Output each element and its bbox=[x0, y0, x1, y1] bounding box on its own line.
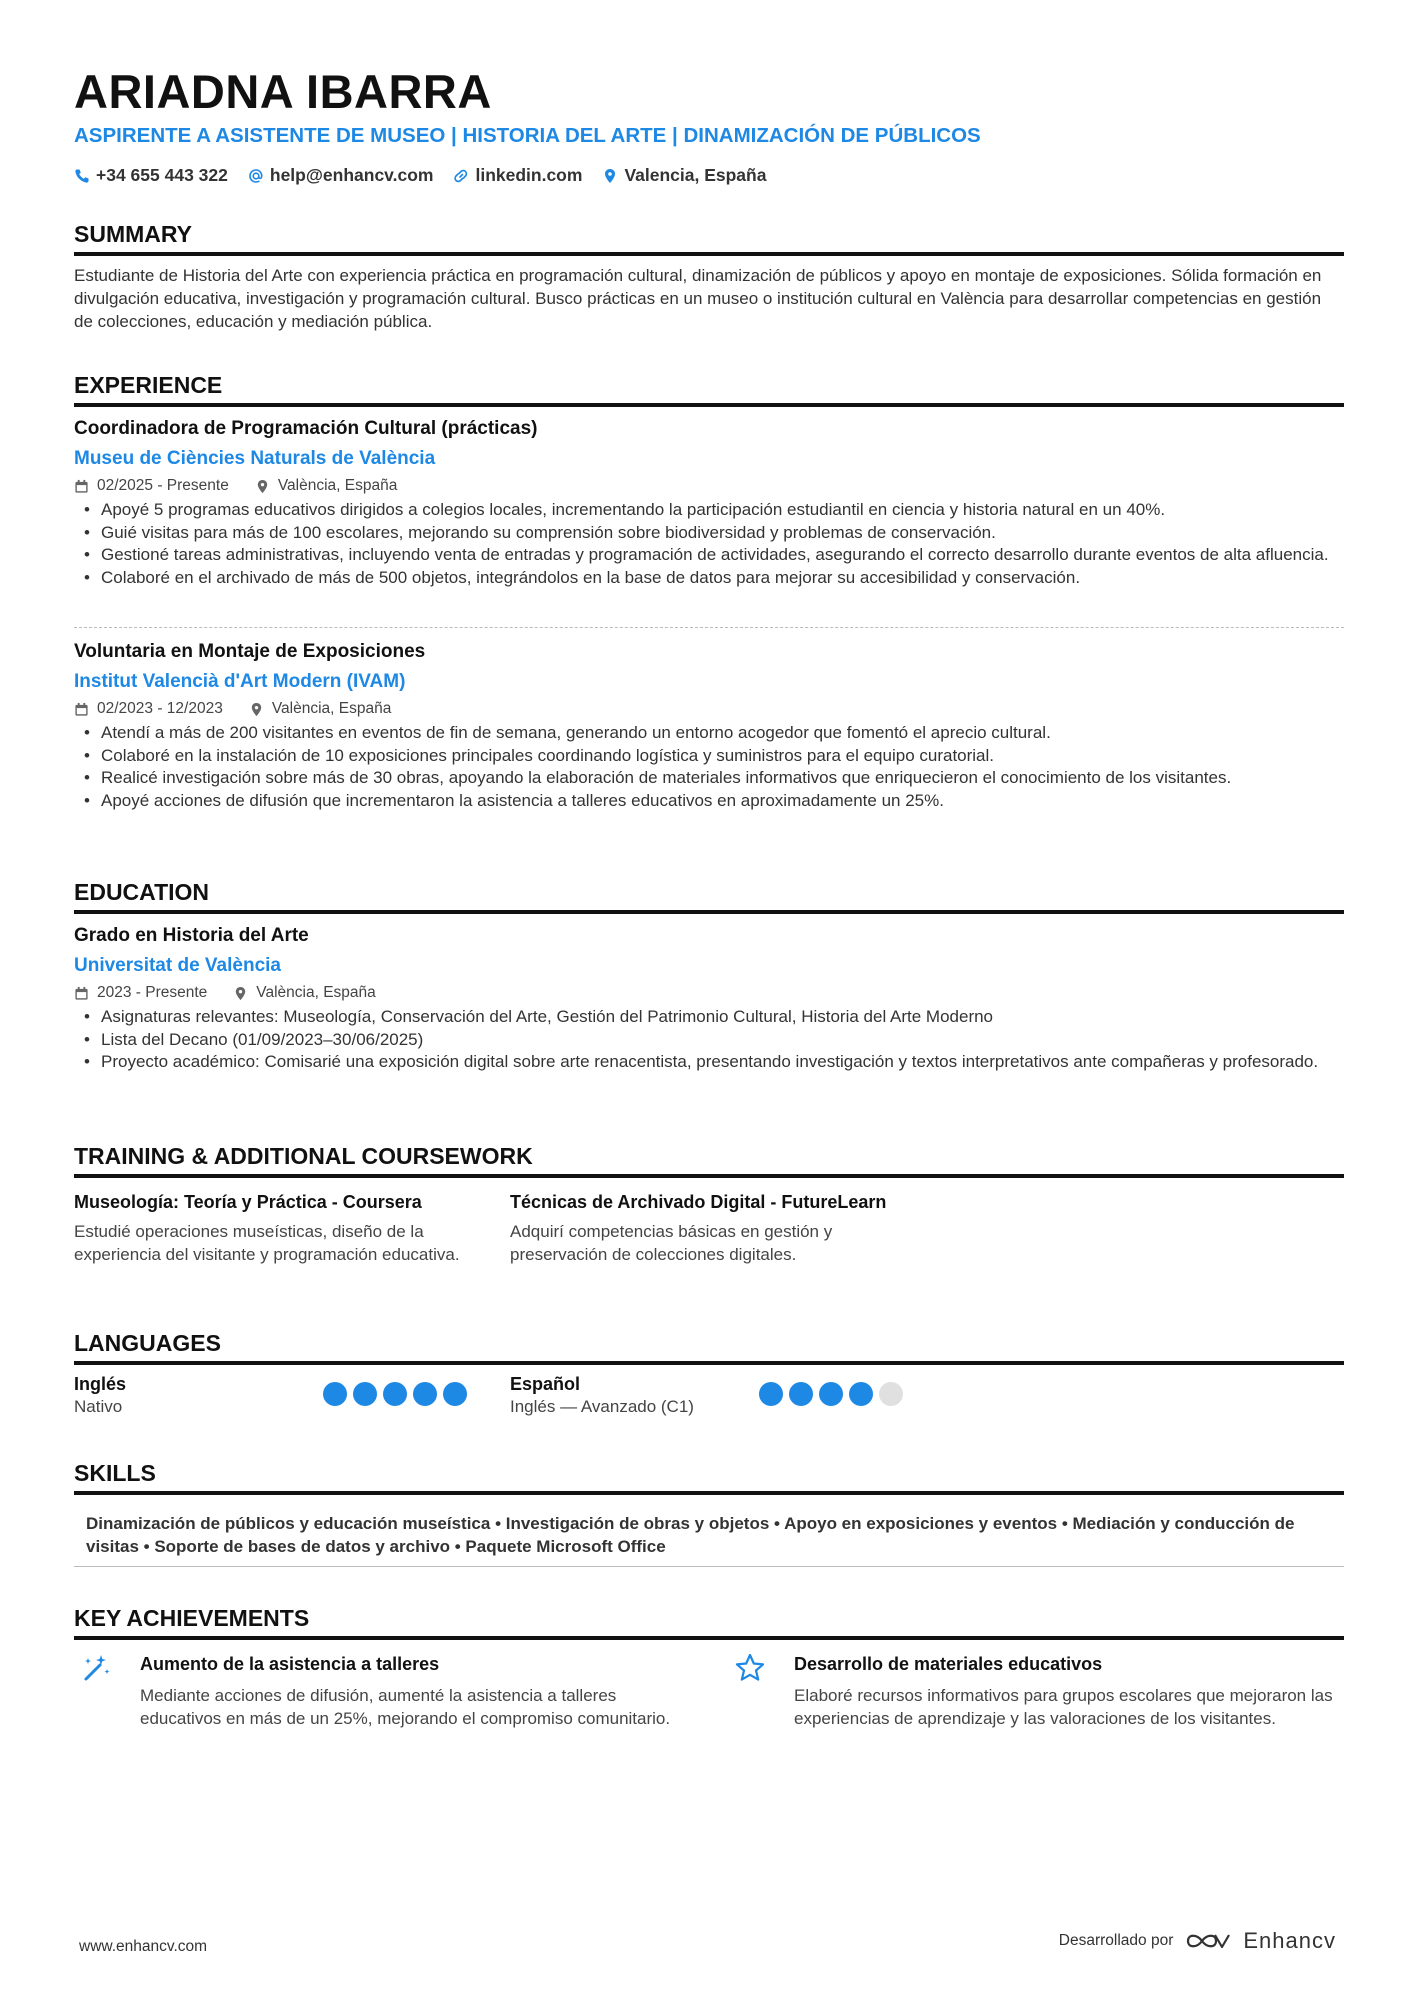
job-meta bbox=[74, 477, 1344, 495]
achievement-title: Aumento de la asistencia a talleres bbox=[140, 1654, 440, 1674]
rating-dot-filled bbox=[759, 1382, 783, 1406]
achievement-text: Mediante acciones de difusión, aumenté la asistencia a talleres educativos en más de un 25%, mejorando el compromiso comunitario. bbox=[140, 1686, 671, 1728]
job-title: Coordinadora de Programación Cultural (prácticas) bbox=[74, 418, 538, 439]
calendar-icon bbox=[74, 702, 89, 717]
language-rating bbox=[759, 1382, 903, 1406]
rating-dot-filled bbox=[413, 1382, 437, 1406]
phone-text: +34 655 443 322 bbox=[96, 165, 228, 185]
education-location-text: València, España bbox=[256, 984, 376, 1001]
enhancv-brand[interactable]: Enhancv bbox=[1243, 1928, 1336, 1953]
course-description: Estudié operaciones museísticas, diseño de la experiencia del visitante y programación educativa. bbox=[74, 1222, 460, 1264]
course-item bbox=[510, 1190, 910, 1266]
language-item bbox=[74, 1374, 494, 1417]
bullet-item: • Atendí a más de 200 visitantes en eventos de fin de semana, generando un entorno acogedor que fomentó el aprecio cultural. bbox=[74, 722, 1344, 745]
calendar-icon bbox=[74, 479, 89, 494]
education-item bbox=[74, 925, 1344, 1074]
experience-title: EXPERIENCE bbox=[74, 372, 1344, 407]
education-bullets bbox=[74, 1006, 1344, 1074]
job-location-text: València, España bbox=[271, 700, 392, 717]
rating-dot-filled bbox=[849, 1382, 873, 1406]
job-dates-text: 02/2023 - 12/2023 bbox=[97, 700, 223, 717]
location-contact bbox=[602, 165, 766, 186]
language-item bbox=[510, 1374, 930, 1417]
email-contact[interactable] bbox=[248, 165, 434, 186]
rating-dot-filled bbox=[789, 1382, 813, 1406]
location-pin-icon bbox=[255, 479, 270, 494]
job-title: Voluntaria en Montaje de Exposiciones bbox=[74, 641, 426, 662]
email-text: help@enhancv.com bbox=[269, 165, 434, 185]
calendar-icon bbox=[74, 986, 89, 1001]
bullet-item: • Apoyé 5 programas educativos dirigidos a colegios locales, incrementando la participación estudiantil en ciencia y historia natural en un 40%. bbox=[74, 499, 1344, 522]
rating-dot-filled bbox=[383, 1382, 407, 1406]
job-meta bbox=[74, 700, 1344, 718]
at-icon bbox=[248, 168, 264, 184]
skills-list: Dinamización de públicos y educación museística • Investigación de obras y objetos • Apoyo en exposiciones y eventos • Mediación y conducción de visitas • Soporte de bases de datos y archivo • Paquete Microsoft Office bbox=[86, 1514, 1295, 1556]
job-bullets bbox=[74, 499, 1344, 589]
languages-title: LANGUAGES bbox=[74, 1330, 1344, 1365]
job-bullets bbox=[74, 722, 1344, 812]
star-icon bbox=[734, 1652, 766, 1684]
rating-dot-filled bbox=[323, 1382, 347, 1406]
footer-branding bbox=[1059, 1928, 1336, 1954]
summary-title: SUMMARY bbox=[74, 221, 1344, 256]
magic-wand-icon bbox=[80, 1652, 112, 1684]
course-title: Museología: Teoría y Práctica - Coursera bbox=[74, 1192, 422, 1212]
language-name: Español bbox=[510, 1374, 581, 1394]
candidate-name: ARIADNA IBARRA bbox=[74, 65, 492, 118]
bullet-item: • Colaboré en el archivado de más de 500 objetos, integrándolos en la base de datos para mejorar su accesibilidad y conservación. bbox=[74, 567, 1344, 590]
contact-bar bbox=[74, 165, 766, 186]
item-divider bbox=[74, 627, 1344, 628]
phone-icon bbox=[74, 168, 90, 184]
job-location-text: València, España bbox=[277, 477, 398, 494]
course-description: Adquirí competencias básicas en gestión y preservación de colecciones digitales. bbox=[510, 1222, 833, 1264]
bullet-item: • Asignaturas relevantes: Museología, Conservación del Arte, Gestión del Patrimonio Cultural, Historia del Arte Moderno bbox=[74, 1006, 1344, 1029]
headline: ASPIRENTE A ASISTENTE DE MUSEO | HISTORIA DEL ARTE | DINAMIZACIÓN DE PÚBLICOS bbox=[74, 124, 981, 147]
bullet-item: • Gestioné tareas administrativas, incluyendo venta de entradas y programación de actividades, asegurando el correcto desarrollo durante eventos de alta afluencia. bbox=[74, 544, 1344, 567]
bullet-item: • Realicé investigación sobre más de 30 obras, apoyando la elaboración de materiales informativos que enriquecieron el conocimiento de los visitantes. bbox=[74, 767, 1344, 790]
education-dates-text: 2023 - Presente bbox=[97, 984, 208, 1001]
rating-dot-filled bbox=[443, 1382, 467, 1406]
job-location bbox=[249, 700, 392, 718]
achievements-title: KEY ACHIEVEMENTS bbox=[74, 1605, 1344, 1640]
experience-item bbox=[74, 418, 1344, 589]
degree-title: Grado en Historia del Arte bbox=[74, 925, 309, 946]
company-name[interactable]: Institut Valencià d'Art Modern (IVAM) bbox=[74, 671, 406, 692]
link-icon bbox=[453, 168, 469, 184]
location-pin-icon bbox=[602, 168, 618, 184]
skills-title: SKILLS bbox=[74, 1460, 1344, 1495]
education-title: EDUCATION bbox=[74, 879, 1344, 914]
training-title: TRAINING & ADDITIONAL COURSEWORK bbox=[74, 1143, 1344, 1178]
education-location bbox=[233, 984, 376, 1002]
education-meta bbox=[74, 984, 1344, 1002]
company-name[interactable]: Museu de Ciències Naturals de València bbox=[74, 448, 436, 469]
education-dates bbox=[74, 984, 207, 1002]
footer-website[interactable]: www.enhancv.com bbox=[79, 1938, 208, 1955]
achievement-text: Elaboré recursos informativos para grupos escolares que mejoraron las experiencias de aprendizaje y las valoraciones de los visitantes. bbox=[794, 1686, 1333, 1728]
rating-dot-empty bbox=[879, 1382, 903, 1406]
linkedin-contact[interactable] bbox=[453, 165, 582, 186]
enhancv-logo-icon bbox=[1185, 1929, 1231, 1953]
language-rating bbox=[323, 1382, 467, 1406]
experience-item bbox=[74, 641, 1344, 812]
language-name: Inglés bbox=[74, 1374, 127, 1394]
language-level: Nativo bbox=[74, 1397, 123, 1416]
course-title: Técnicas de Archivado Digital - FutureLearn bbox=[510, 1192, 887, 1212]
bullet-item: • Proyecto académico: Comisarié una exposición digital sobre arte renacentista, presentando investigación y textos interpretativos ante compañeras y profesorado. bbox=[74, 1051, 1344, 1074]
bullet-item: • Lista del Decano (01/09/2023–30/06/2025) bbox=[74, 1029, 1344, 1052]
bullet-item: • Apoyé acciones de difusión que incrementaron la asistencia a talleres educativos en aproximadamente un 25%. bbox=[74, 790, 1344, 813]
location-pin-icon bbox=[249, 702, 264, 717]
skills-divider bbox=[74, 1566, 1344, 1567]
linkedin-text: linkedin.com bbox=[475, 165, 583, 185]
achievement-title: Desarrollo de materiales educativos bbox=[794, 1654, 1103, 1674]
bullet-item: • Colaboré en la instalación de 10 exposiciones principales coordinando logística y suministros para el equipo curatorial. bbox=[74, 745, 1344, 768]
language-level: Inglés — Avanzado (C1) bbox=[510, 1397, 694, 1416]
job-dates bbox=[74, 477, 229, 495]
location-pin-icon bbox=[233, 986, 248, 1001]
rating-dot-filled bbox=[819, 1382, 843, 1406]
summary-text: Estudiante de Historia del Arte con experiencia práctica en programación cultural, dinamización de públicos y apoyo en montaje de exposiciones. Sólida formación en divulgación educativa, investigación y programación cultural. Busco prácticas en un museo o institución cultural en València para desarrollar competencias en gestión de colecciones, educación y mediación pública. bbox=[74, 266, 1322, 331]
job-location bbox=[255, 477, 398, 495]
school-name[interactable]: Universitat de València bbox=[74, 955, 281, 976]
rating-dot-filled bbox=[353, 1382, 377, 1406]
job-dates bbox=[74, 700, 223, 718]
course-item bbox=[74, 1190, 474, 1266]
powered-by-text: Desarrollado por bbox=[1058, 1932, 1174, 1949]
location-text: Valencia, España bbox=[624, 165, 767, 185]
job-dates-text: 02/2025 - Presente bbox=[97, 477, 229, 494]
bullet-item: • Guié visitas para más de 100 escolares, mejorando su comprensión sobre biodiversidad y problemas de conservación. bbox=[74, 522, 1344, 545]
phone-contact[interactable] bbox=[74, 165, 228, 186]
